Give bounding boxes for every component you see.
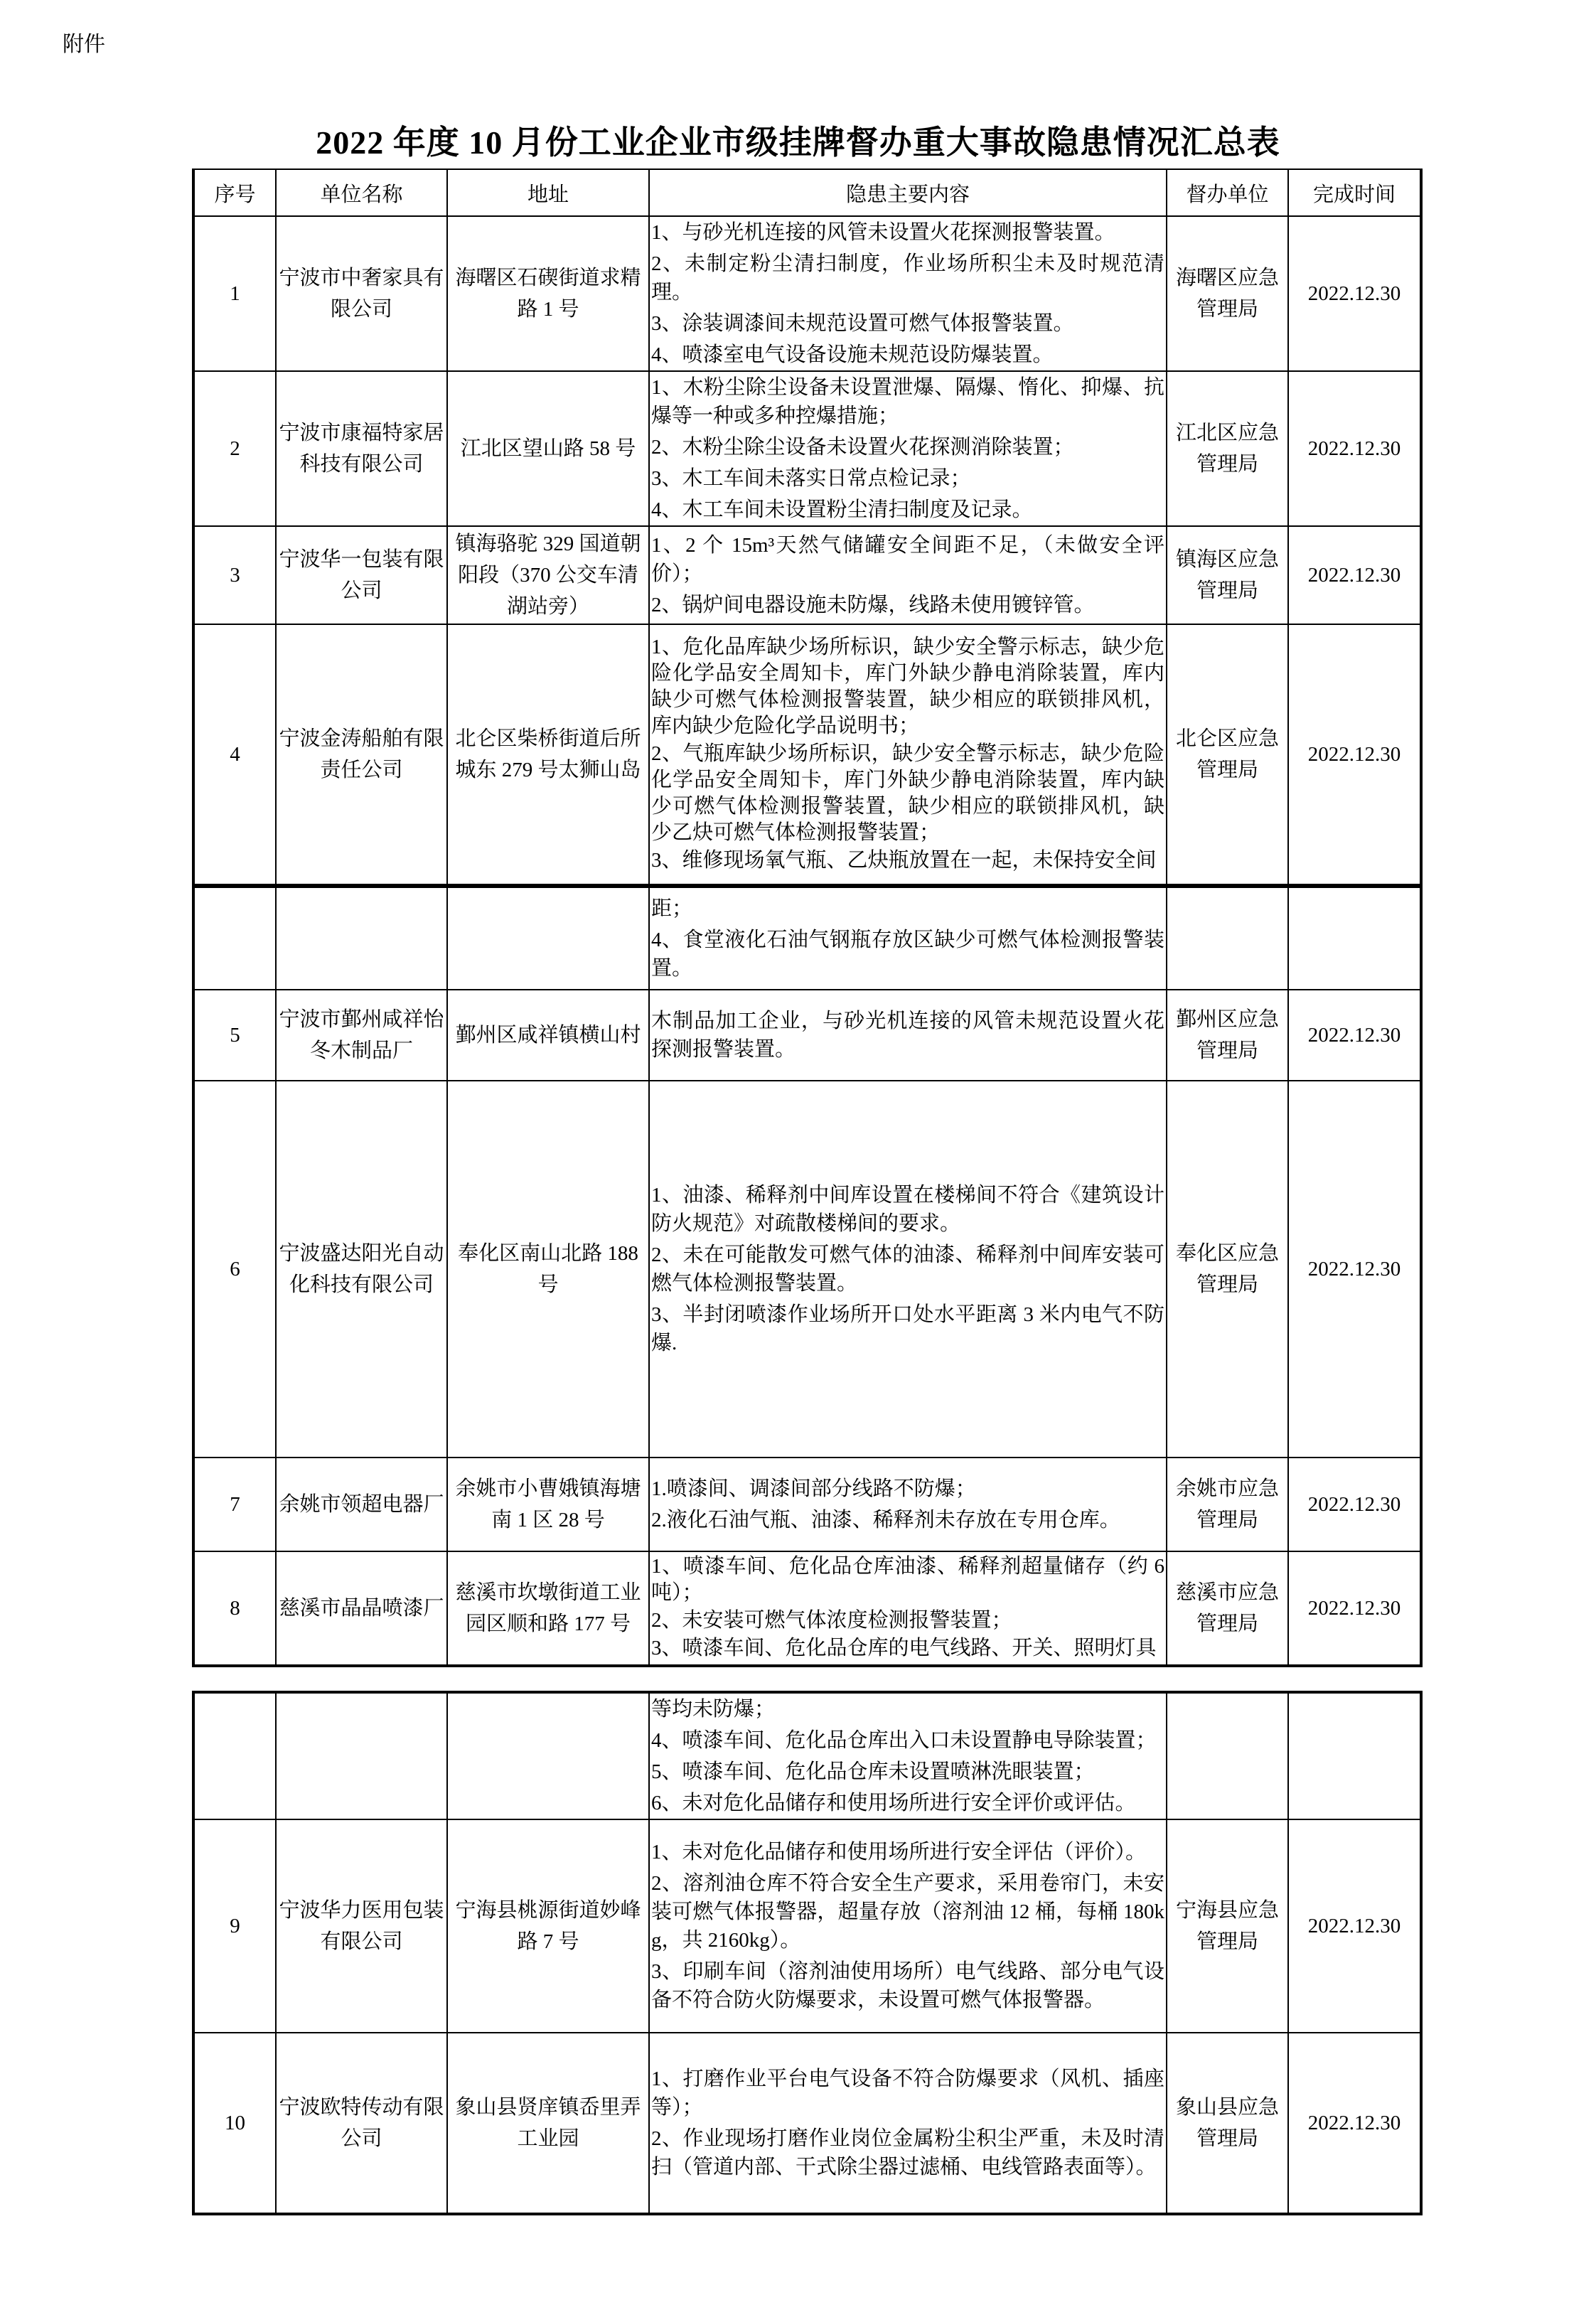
cell-deadline xyxy=(1288,887,1421,990)
cell-company: 宁波市鄞州咸祥怡冬木制品厂 xyxy=(276,990,447,1081)
cell-company: 慈溪市晶晶喷漆厂 xyxy=(276,1551,447,1666)
cell-supervisor xyxy=(1167,887,1288,990)
hazard-item: 4、喷漆车间、危化品仓库出入口未设置静电导除装置； xyxy=(651,1729,1157,1752)
cell-supervisor: 江北区应急管理局 xyxy=(1167,371,1288,526)
cell-hazards xyxy=(649,371,1167,526)
hazard-item: 3、木工车间未落实日常点检记录； xyxy=(651,467,971,490)
cell-no: 9 xyxy=(193,1819,276,2033)
cell-no: 7 xyxy=(193,1458,276,1551)
cell-hazards xyxy=(649,216,1167,371)
hazard-item: 6、未对危化品储存和使用场所进行安全评价或评估。 xyxy=(651,1792,1136,1814)
cell-company: 宁波华一包装有限公司 xyxy=(276,526,447,624)
summary-table-segment-1 xyxy=(192,169,1423,887)
hazard-item: 2.液化石油气瓶、油漆、稀释剂未存放在专用仓库。 xyxy=(651,1509,1120,1531)
cell-hazards xyxy=(649,1819,1167,2033)
hazard-item: 1、木粉尘除尘设备未设置泄爆、隔爆、惰化、抑爆、抗爆等一种或多种控爆措施； xyxy=(651,376,1164,427)
header-supervisor: 督办单位 xyxy=(1167,169,1288,216)
cell-no: 6 xyxy=(193,1081,276,1458)
cell-address: 象山县贤庠镇岙里弄工业园 xyxy=(447,2033,649,2214)
hazard-item: 5、喷漆车间、危化品仓库未设置喷淋洗眼装置； xyxy=(651,1760,1095,1783)
table-row xyxy=(193,624,1421,885)
hazard-item: 2、气瓶库缺少场所标识，缺少安全警示标志，缺少危险化学品安全周知卡，库门外缺少静电消除装置，库内缺少可燃气体检测报警装置，缺少相应的联锁排风机，缺少乙炔可燃气体检测报警装置； xyxy=(651,742,1164,844)
cell-address: 宁海县桃源街道妙峰路 7 号 xyxy=(447,1819,649,2033)
table-header-row xyxy=(193,169,1421,216)
hazard-item: 1、打磨作业平台电气设备不符合防爆要求（风机、插座等）； xyxy=(651,2068,1164,2119)
cell-no: 8 xyxy=(193,1551,276,1666)
cell-company: 宁波市中奢家具有限公司 xyxy=(276,216,447,371)
hazard-item: 1、与砂光机连接的风管未设置火花探测报警装置。 xyxy=(651,221,1115,244)
cell-deadline: 2022.12.30 xyxy=(1288,1551,1421,1666)
table-row-continuation xyxy=(193,1692,1421,1819)
cell-supervisor: 海曙区应急管理局 xyxy=(1167,216,1288,371)
cell-supervisor: 北仑区应急管理局 xyxy=(1167,624,1288,885)
cell-address xyxy=(447,1692,649,1819)
cell-supervisor: 慈溪市应急管理局 xyxy=(1167,1551,1288,1666)
cell-supervisor: 宁海县应急管理局 xyxy=(1167,1819,1288,2033)
table-row xyxy=(193,1458,1421,1551)
header-company: 单位名称 xyxy=(276,169,447,216)
hazard-item: 2、锅炉间电器设施未防爆，线路未使用镀锌管。 xyxy=(651,594,1095,616)
hazard-item: 木制品加工企业，与砂光机连接的风管未规范设置火花探测报警装置。 xyxy=(651,1010,1164,1061)
cell-company xyxy=(276,1692,447,1819)
cell-no xyxy=(193,887,276,990)
table-row xyxy=(193,1551,1421,1666)
cell-supervisor: 象山县应急管理局 xyxy=(1167,2033,1288,2214)
cell-deadline: 2022.12.30 xyxy=(1288,216,1421,371)
cell-no: 3 xyxy=(193,526,276,624)
cell-hazards xyxy=(649,624,1167,885)
cell-address: 鄞州区咸祥镇横山村 xyxy=(447,990,649,1081)
table-row xyxy=(193,216,1421,371)
cell-address: 余姚市小曹娥镇海塘南 1 区 28 号 xyxy=(447,1458,649,1551)
cell-address xyxy=(447,887,649,990)
cell-company: 宁波金涛船舶有限责任公司 xyxy=(276,624,447,885)
cell-deadline: 2022.12.30 xyxy=(1288,1081,1421,1458)
cell-supervisor: 鄞州区应急管理局 xyxy=(1167,990,1288,1081)
summary-table-segment-3 xyxy=(192,1691,1423,2215)
cell-company: 宁波欧特传动有限公司 xyxy=(276,2033,447,2214)
hazard-item: 3、维修现场氧气瓶、乙炔瓶放置在一起，未保持安全间 xyxy=(651,848,1157,872)
header-no: 序号 xyxy=(193,169,276,216)
hazard-item: 2、木粉尘除尘设备未设置火花探测消除装置； xyxy=(651,436,1074,459)
table-row xyxy=(193,371,1421,526)
cell-deadline: 2022.12.30 xyxy=(1288,1819,1421,2033)
hazard-item: 1、油漆、稀释剂中间库设置在楼梯间不符合《建筑设计防火规范》对疏散楼梯间的要求。 xyxy=(651,1184,1164,1235)
cell-deadline: 2022.12.30 xyxy=(1288,371,1421,526)
cell-hazards xyxy=(649,1692,1167,1819)
cell-address: 奉化区南山北路 188 号 xyxy=(447,1081,649,1458)
cell-address: 北仑区柴桥街道后所城东 279 号太狮山岛 xyxy=(447,624,649,885)
hazard-item: 3、喷漆车间、危化品仓库的电气线路、开关、照明灯具 xyxy=(651,1637,1157,1659)
header-deadline: 完成时间 xyxy=(1288,169,1421,216)
cell-company: 宁波盛达阳光自动化科技有限公司 xyxy=(276,1081,447,1458)
cell-address: 镇海骆驼 329 国道朝阳段（370 公交车清湖站旁） xyxy=(447,526,649,624)
cell-company: 宁波市康福特家居科技有限公司 xyxy=(276,371,447,526)
table-row xyxy=(193,1081,1421,1458)
cell-address: 江北区望山路 58 号 xyxy=(447,371,649,526)
hazard-item: 4、木工车间未设置粉尘清扫制度及记录。 xyxy=(651,498,1033,521)
hazard-item: 1、2 个 15m³天然气储罐安全间距不足，（未做安全评价）； xyxy=(651,534,1164,585)
cell-address: 慈溪市坎墩街道工业园区顺和路 177 号 xyxy=(447,1551,649,1666)
header-address: 地址 xyxy=(447,169,649,216)
table-row xyxy=(193,990,1421,1081)
hazard-item: 2、作业现场打磨作业岗位金属粉尘积尘严重，未及时清扫（管道内部、干式除尘器过滤桶、电线管路表面等）。 xyxy=(651,2127,1164,2178)
hazard-item: 4、喷漆室电气设备设施未规范设防爆装置。 xyxy=(651,343,1054,366)
cell-company: 宁波华力医用包装有限公司 xyxy=(276,1819,447,2033)
cell-hazards xyxy=(649,1551,1167,1666)
hazard-item: 4、食堂液化石油气钢瓶存放区缺少可燃气体检测报警装置。 xyxy=(651,929,1164,980)
cell-no: 10 xyxy=(193,2033,276,2214)
cell-hazards xyxy=(649,887,1167,990)
hazard-item: 2、未制定粉尘清扫制度，作业场所积尘未及时规范清理。 xyxy=(651,252,1164,304)
cell-hazards xyxy=(649,1458,1167,1551)
cell-no: 5 xyxy=(193,990,276,1081)
page-title: 2022 年度 10 月份工业企业市级挂牌督办重大事故隐患情况汇总表 xyxy=(316,124,1280,161)
hazard-item: 1、喷漆车间、危化品仓库油漆、稀释剂超量储存（约 6 吨）； xyxy=(651,1555,1164,1604)
header-hazards: 隐患主要内容 xyxy=(649,169,1167,216)
cell-no xyxy=(193,1692,276,1819)
hazard-item: 1.喷漆间、调漆间部分线路不防爆； xyxy=(651,1477,976,1500)
hazard-item: 等均未防爆； xyxy=(651,1698,776,1721)
cell-deadline: 2022.12.30 xyxy=(1288,526,1421,624)
cell-deadline: 2022.12.30 xyxy=(1288,624,1421,885)
cell-no: 4 xyxy=(193,624,276,885)
hazard-item: 2、未在可能散发可燃气体的油漆、稀释剂中间库安装可燃气体检测报警装置。 xyxy=(651,1244,1164,1295)
cell-no: 2 xyxy=(193,371,276,526)
hazard-item: 1、危化品库缺少场所标识，缺少安全警示标志，缺少危险化学品安全周知卡，库门外缺少静电消除装置，库内缺少可燃气体检测报警装置，缺少相应的联锁排风机，库内缺少危险化学品说明书； xyxy=(651,635,1164,737)
cell-supervisor: 奉化区应急管理局 xyxy=(1167,1081,1288,1458)
cell-deadline: 2022.12.30 xyxy=(1288,2033,1421,2214)
cell-supervisor: 余姚市应急管理局 xyxy=(1167,1458,1288,1551)
hazard-item: 2、未安装可燃气体浓度检测报警装置； xyxy=(651,1609,1012,1632)
cell-deadline xyxy=(1288,1692,1421,1819)
cell-hazards xyxy=(649,990,1167,1081)
cell-deadline: 2022.12.30 xyxy=(1288,1458,1421,1551)
cell-supervisor xyxy=(1167,1692,1288,1819)
cell-supervisor: 镇海区应急管理局 xyxy=(1167,526,1288,624)
cell-company xyxy=(276,887,447,990)
table-row-continuation xyxy=(193,887,1421,990)
cell-deadline: 2022.12.30 xyxy=(1288,990,1421,1081)
cell-company: 余姚市领超电器厂 xyxy=(276,1458,447,1551)
hazard-item: 3、涂装调漆间未规范设置可燃气体报警装置。 xyxy=(651,312,1074,335)
cell-no: 1 xyxy=(193,216,276,371)
cell-hazards xyxy=(649,2033,1167,2214)
table-row xyxy=(193,1819,1421,2033)
cell-address: 海曙区石碶街道求精路 1 号 xyxy=(447,216,649,371)
cell-hazards xyxy=(649,526,1167,624)
hazard-item: 3、印刷车间（溶剂油使用场所）电气线路、部分电气设备不符合防火防爆要求，未设置可燃气体报警器。 xyxy=(651,1960,1164,2011)
hazard-item: 1、未对危化品储存和使用场所进行安全评估（评价）。 xyxy=(651,1841,1147,1863)
hazard-item: 3、半封闭喷漆作业场所开口处水平距离 3 米内电气不防爆. xyxy=(651,1303,1164,1354)
cell-hazards xyxy=(649,1081,1167,1458)
table-row xyxy=(193,526,1421,624)
table-row xyxy=(193,2033,1421,2214)
attachment-label: 附件 xyxy=(63,33,105,56)
hazard-item: 2、溶剂油仓库不符合安全生产要求，采用卷帘门，未安装可燃气体报警器，超量存放（溶剂油 12 桶，每桶 180kg，共 2160kg）。 xyxy=(651,1872,1164,1952)
hazard-item: 距； xyxy=(651,897,693,920)
summary-table-segment-2 xyxy=(192,885,1423,1667)
